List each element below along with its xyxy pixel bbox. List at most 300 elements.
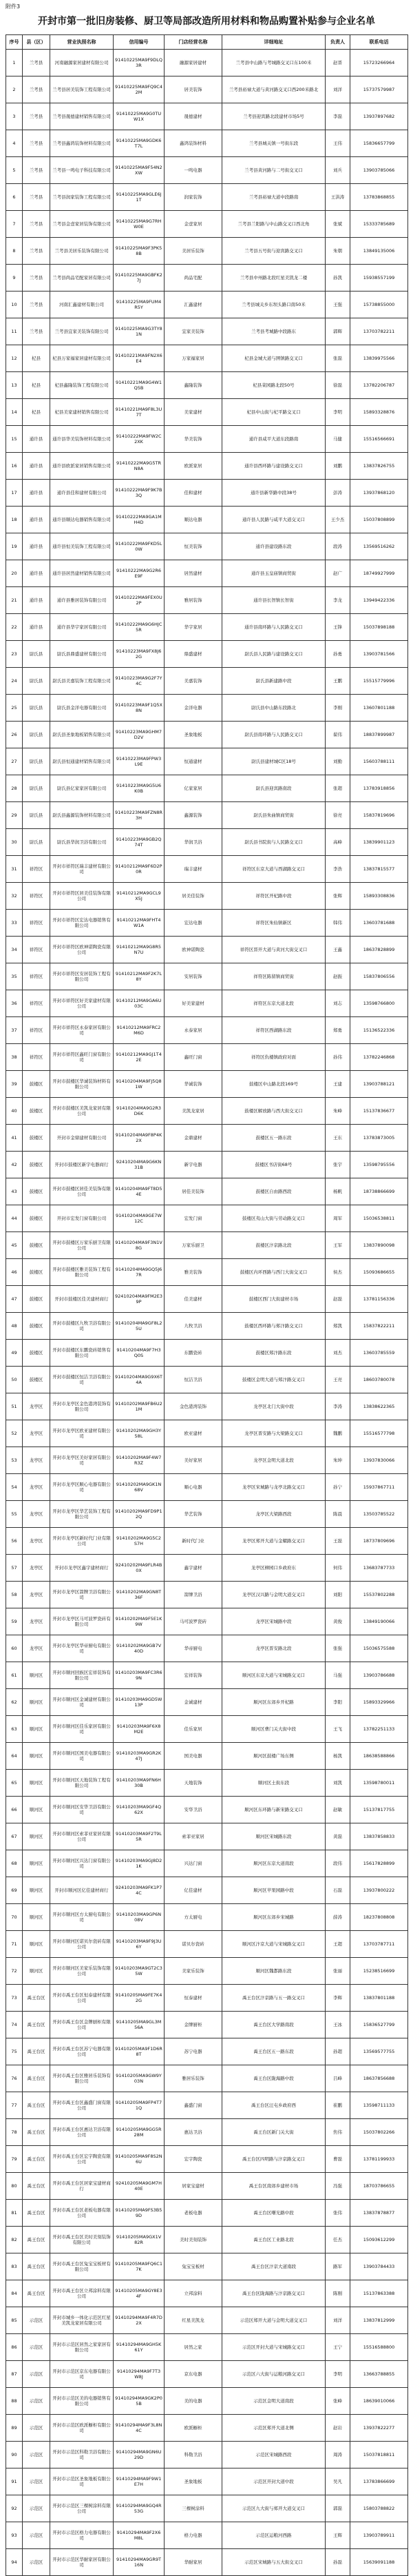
cell-contact-text: 赵晋 (333, 59, 342, 65)
cell-store-text: 惠达卫浴 (184, 2129, 202, 2135)
cell-address-text: 示范区郑开大道与金明大道交叉口 (240, 2317, 308, 2323)
cell-phone (350, 103, 408, 130)
cell-district (23, 2065, 50, 2092)
table-row (6, 1689, 408, 1716)
cell-no (6, 1877, 23, 1904)
cell-store (165, 856, 222, 883)
cell-no (6, 990, 23, 1017)
cell-district (23, 1017, 50, 1044)
cell-district (23, 1689, 50, 1716)
cell-credit-code-text: 91410205MA9GY8E34F (115, 2287, 162, 2299)
cell-store-text: 汇鑫建材 (184, 301, 202, 307)
cell-company-text: 通许县雅居装饰有限公司 (56, 597, 107, 603)
cell-no-text: 30 (11, 839, 17, 845)
cell-no-text: 75 (11, 2048, 17, 2054)
cell-contact (326, 2442, 350, 2468)
cell-company-text: 通许县居然建材销售有限公司 (52, 570, 111, 576)
cell-store-text: 居美装饰 (184, 86, 202, 92)
cell-store (165, 157, 222, 184)
header-district: 县（区） (23, 35, 50, 50)
cell-phone-text: 13663788855 (363, 2371, 395, 2377)
cell-contact (326, 426, 350, 453)
cell-company (50, 1985, 114, 2012)
cell-company-text: 尉氏县金洋电器有限公司 (56, 704, 107, 711)
cell-phone (350, 1850, 408, 1877)
cell-phone (350, 641, 408, 668)
cell-contact (326, 990, 350, 1017)
cell-address (222, 1393, 326, 1420)
cell-no-text: 21 (11, 597, 17, 603)
cell-phone (350, 1393, 408, 1420)
cell-credit-code-text: 91410205MA9F1D6R8T (115, 2045, 162, 2057)
cell-phone (350, 2468, 408, 2495)
cell-company (50, 453, 114, 480)
cell-credit-code (114, 668, 165, 695)
cell-phone (350, 1797, 408, 1823)
cell-contact (326, 2334, 350, 2361)
cell-no (6, 2173, 23, 2200)
cell-phone (350, 1125, 408, 1152)
cell-store (165, 2065, 222, 2092)
cell-no-text: 25 (11, 704, 17, 711)
cell-store (165, 829, 222, 856)
cell-phone-text: 13783866699 (363, 2478, 395, 2484)
cell-contact (326, 103, 350, 130)
cell-no (6, 1259, 23, 1286)
cell-phone-text: 15516566691 (363, 436, 395, 442)
table-row (6, 1286, 408, 1313)
cell-no (6, 1044, 23, 1071)
cell-credit-code-text: 91410204MA9F3N1V8G (115, 1239, 162, 1251)
cell-address (222, 1098, 326, 1125)
cell-contact-text: 孙凯 (333, 274, 342, 280)
cell-contact-text: 张峰 (333, 2398, 342, 2404)
cell-company (50, 103, 114, 130)
cell-contact (326, 856, 350, 883)
cell-phone (350, 238, 408, 265)
cell-district (23, 990, 50, 1017)
cell-district (23, 2146, 50, 2173)
cell-no-text: 62 (11, 1699, 17, 1705)
cell-district-text: 龙亭区 (29, 1457, 43, 1463)
cell-credit-code (114, 1017, 165, 1044)
cell-store-text: 美家建材 (184, 409, 202, 415)
cell-store (165, 614, 222, 641)
cell-company-text: 通许县华美装饰材料有限公司 (52, 436, 111, 442)
cell-district-text: 禹王台区 (27, 2156, 45, 2162)
cell-address (222, 1420, 326, 1447)
cell-district-text: 通许县 (29, 462, 43, 469)
cell-no-text: 23 (11, 651, 17, 657)
cell-phone (350, 2012, 408, 2038)
cell-company-text: 开封市禹王台区惠达卫浴有限公司 (52, 2126, 111, 2138)
cell-store-text: 雅居乐装饰 (182, 2075, 204, 2081)
cell-phone-text: 18749927999 (363, 570, 395, 576)
cell-address-text: 禹王台区汴京大道南段 (251, 2263, 296, 2269)
cell-company-text: 开封市顺河区诺贝尔瓷砖有限公司 (52, 1938, 111, 1950)
cell-credit-code-text: 91410203MA9GJ8D21K (115, 1857, 162, 1869)
cell-no-text: 39 (11, 1081, 17, 1087)
cell-no (6, 2146, 23, 2173)
cell-contact (326, 1985, 350, 2012)
cell-no (6, 1985, 23, 2012)
cell-district-text: 禹王台区 (27, 2075, 45, 2081)
cell-credit-code (114, 963, 165, 990)
table-row (6, 1797, 408, 1823)
cell-credit-code-text: 91410212MA9GJ1T42E (116, 1051, 162, 1063)
cell-store (165, 2442, 222, 2468)
cell-phone (350, 1501, 408, 1528)
cell-no (6, 1850, 23, 1877)
cell-company (50, 1716, 114, 1743)
cell-no-text: 41 (11, 1134, 17, 1141)
cell-address-text: 通许县建设路东段 (255, 543, 292, 549)
cell-store (165, 587, 222, 614)
cell-company (50, 1931, 114, 1958)
cell-credit-code (114, 2253, 165, 2280)
cell-phone-text: 18639010066 (363, 2398, 395, 2404)
cell-no (6, 1420, 23, 1447)
cell-district-text: 鼓楼区 (29, 1349, 43, 1356)
cell-address (222, 1850, 326, 1877)
cell-address-text: 祥符区西湖路东段 (255, 1027, 292, 1033)
cell-company (50, 748, 114, 775)
cell-district (23, 1716, 50, 1743)
cell-credit-code (114, 2065, 165, 2092)
cell-credit-code (114, 2227, 165, 2253)
cell-no-text: 51 (11, 1403, 17, 1409)
cell-no (6, 76, 23, 103)
cell-credit-code-text: 91410205MA9FE7K42G (115, 1992, 162, 2003)
cell-credit-code-text: 91410203MA9FN6H30B (116, 1777, 161, 1788)
cell-address-text: 兰考县城关乡东坝头路口南50米 (242, 301, 306, 307)
cell-contact-text: 郑勇 (333, 1027, 342, 1033)
cell-company-text: 开封市示范区三棵树涂料有限公司 (52, 2502, 111, 2514)
cell-store-text: 融源家居建材 (180, 59, 206, 65)
cell-address-text: 禹王台区陇海路与汴京路交叉口 (242, 2290, 305, 2296)
cell-company-text: 开封市龙亭区鑫宇建材商行 (54, 1564, 109, 1571)
cell-contact-text: 任杰 (333, 2236, 342, 2242)
cell-store-text: 佳美建材 (184, 1296, 202, 1302)
cell-company (50, 2549, 114, 2576)
cell-phone-text: 13837890098 (363, 1242, 395, 1248)
cell-district (23, 372, 50, 399)
cell-store (165, 2415, 222, 2442)
cell-company-text: 开封市龙亭区顺心电器有限公司 (52, 1481, 111, 1493)
cell-phone (350, 1823, 408, 1850)
cell-company (50, 990, 114, 1017)
cell-phone (350, 507, 408, 533)
table-row (6, 1743, 408, 1770)
table-row (6, 2253, 408, 2280)
cell-district-text: 祥符区 (29, 973, 43, 979)
cell-district (23, 748, 50, 775)
cell-district-text: 顺河区 (29, 1699, 43, 1705)
cell-credit-code (114, 1393, 165, 1420)
cell-contact (326, 2522, 350, 2549)
cell-phone (350, 426, 408, 453)
cell-company-text: 尉氏县鼎盛建材有限公司 (56, 651, 107, 657)
cell-district (23, 1259, 50, 1286)
cell-store (165, 2227, 222, 2253)
cell-district (23, 1985, 50, 2012)
cell-company (50, 695, 114, 722)
cell-store-text: 金牌厨柜 (184, 2021, 202, 2027)
cell-district-text: 顺河区 (29, 1672, 43, 1678)
cell-district-text: 示范区 (29, 2532, 43, 2538)
cell-credit-code (114, 910, 165, 937)
cell-company-text: 开封市顺河区亿佳建材商行 (54, 1887, 109, 1893)
cell-phone-text: 13781199933 (363, 2156, 395, 2162)
cell-district (23, 856, 50, 883)
cell-contact-text: 李龙 (333, 597, 342, 603)
cell-phone (350, 802, 408, 829)
cell-phone-text: 15093686655 (363, 1269, 395, 1275)
cell-address-text: 顺河区东京大道与宋城路交叉口 (242, 1672, 305, 1678)
cell-no-text: 76 (11, 2075, 17, 2081)
cell-credit-code (114, 2361, 165, 2388)
cell-phone (350, 1071, 408, 1098)
cell-credit-code-text: 91410294MA9F2X6M8L (116, 2529, 161, 2541)
cell-store-text: 欧派橱柜 (184, 2424, 202, 2431)
cell-credit-code-text: 92410204MA9G6KN31B (116, 1158, 162, 1170)
cell-address-text: 祥符区东京大道与西湖路交叉口 (242, 866, 305, 872)
cell-phone (350, 1152, 408, 1178)
cell-company-text: 开封市顺河区兴达门窗有限公司 (52, 1857, 111, 1869)
cell-credit-code-text: 91410205MA9GX1V82R (116, 2233, 162, 2245)
cell-credit-code-text: 91410203MA9GP6N08V (116, 1911, 162, 1923)
cell-store (165, 76, 222, 103)
cell-no (6, 1125, 23, 1152)
cell-contact (326, 2146, 350, 2173)
cell-credit-code-text: 91410225MA9G7RHW0E (116, 218, 162, 229)
cell-address-text: 尉氏县新建路中段 (255, 677, 292, 684)
cell-phone-text: 13903786688 (363, 1672, 395, 1678)
cell-credit-code (114, 265, 165, 292)
cell-no (6, 1608, 23, 1635)
cell-contact-text: 孙伟 (333, 1054, 342, 1060)
cell-contact-text: 王少杰 (330, 516, 345, 522)
cell-contact (326, 2253, 350, 2280)
cell-contact-text: 赵磊 (333, 1296, 342, 1302)
table-row (6, 2200, 408, 2227)
cell-company-text: 开封市顺河区佳乐家居有限公司 (52, 1723, 111, 1735)
cell-address-text: 祥符区东京大道北段 (253, 1000, 294, 1006)
cell-phone-text: 13903789911 (363, 2532, 395, 2538)
cell-store (165, 668, 222, 695)
cell-phone (350, 130, 408, 157)
cell-district-text: 鼓楼区 (29, 1161, 43, 1167)
cell-company (50, 1340, 114, 1367)
cell-company-text: 开封市示范区美的电器销售有限公司 (52, 2395, 111, 2406)
cell-district (23, 1367, 50, 1393)
cell-no-text: 94 (11, 2559, 17, 2565)
cell-district (23, 883, 50, 910)
cell-store (165, 1850, 222, 1877)
cell-district (23, 103, 50, 130)
cell-credit-code-text: 91410203MA9GT2C35W (115, 1965, 162, 1976)
cell-contact-text: 郭磊 (333, 2505, 342, 2511)
cell-phone-text: 13837815577 (363, 866, 395, 872)
table-row (6, 130, 408, 157)
cell-contact-text: 王飞 (333, 1726, 342, 1732)
cell-contact (326, 2361, 350, 2388)
cell-no (6, 802, 23, 829)
cell-phone (350, 2388, 408, 2415)
cell-phone (350, 292, 408, 318)
cell-company-text: 通许县欧派家居销售有限公司 (52, 462, 111, 469)
cell-address-text: 禹王台区大学路南段 (253, 2021, 294, 2027)
cell-phone-text: 13783873005 (363, 1134, 395, 1141)
cell-no-text: 11 (11, 328, 17, 334)
cell-contact-text: 李明 (333, 2371, 342, 2377)
cell-contact (326, 130, 350, 157)
cell-credit-code-text: 91410202MA9GH3Y58L (116, 1427, 162, 1439)
cell-address-text: 通许县长智镇长智街 (253, 597, 294, 603)
cell-district (23, 1340, 50, 1367)
table-row (6, 1474, 408, 1501)
table-row (6, 2468, 408, 2495)
cell-credit-code (114, 560, 165, 587)
cell-credit-code (114, 1689, 165, 1716)
cell-contact (326, 372, 350, 399)
cell-address-text: 禹王台区工业路北段 (253, 2236, 294, 2242)
cell-store (165, 1770, 222, 1797)
cell-address (222, 211, 326, 238)
cell-address-text: 顺河区魏都路东段 (255, 1967, 292, 1974)
cell-address (222, 372, 326, 399)
cell-address (222, 1958, 326, 1985)
cell-district-text: 鼓楼区 (29, 1296, 43, 1302)
cell-district-text: 通许县 (29, 543, 43, 549)
cell-phone (350, 668, 408, 695)
cell-address (222, 1528, 326, 1555)
table-row (6, 1608, 408, 1635)
cell-contact-text: 李涛 (333, 1403, 342, 1409)
cell-store-text: 瑞丰建材 (184, 866, 202, 872)
cell-credit-code-text: 91410225MA9GBFK27J (115, 272, 162, 283)
cell-address (222, 1232, 326, 1259)
cell-district-text: 祥符区 (29, 919, 43, 926)
cell-store (165, 990, 222, 1017)
cell-no (6, 1071, 23, 1098)
cell-contact-text: 焦伟 (333, 2129, 342, 2135)
table-row (6, 2334, 408, 2361)
cell-company-text: 兰考县一鸣电子科技有限公司 (52, 167, 111, 173)
cell-address (222, 50, 326, 76)
cell-district (23, 1582, 50, 1608)
cell-store-text: 华帝厨电 (184, 1645, 202, 1651)
table-row (6, 1313, 408, 1340)
cell-district (23, 507, 50, 533)
cell-no-text: 47 (11, 1296, 17, 1302)
cell-phone (350, 2253, 408, 2280)
cell-address-text: 示范区郑开大道北侧 (253, 2424, 294, 2431)
cell-no-text: 82 (11, 2236, 17, 2242)
cell-credit-code-text: 91410202MA9FB6U21M (115, 1400, 162, 1412)
table-row (6, 2388, 408, 2415)
cell-store-text: 鑫旺门窗 (184, 1054, 202, 1060)
cell-district (23, 157, 50, 184)
cell-district-text: 杞县 (32, 355, 41, 361)
cell-store (165, 1340, 222, 1367)
cell-address-text: 龙亭区汉兴路与金明大道交叉口 (242, 1591, 305, 1597)
cell-no-text: 33 (11, 919, 17, 926)
cell-store (165, 883, 222, 910)
table-row (6, 1447, 408, 1474)
cell-phone-text: 15937867711 (363, 1484, 395, 1490)
cell-contact-text: 赵广 (333, 570, 342, 576)
cell-credit-code (114, 2549, 165, 2576)
cell-contact-text: 杨凯 (333, 1752, 342, 1759)
cell-no (6, 480, 23, 507)
cell-credit-code-text: 91410225MA9F3PK58B (115, 245, 162, 256)
cell-address-text: 示范区开封大道中段 (253, 2478, 294, 2484)
cell-address-text: 龙亭区郑开大道与金耀路交叉口 (242, 1537, 305, 1544)
cell-company-text: 开封市禹王台区老板电器有限公司 (52, 2207, 111, 2218)
cell-district (23, 76, 50, 103)
cell-contact-text: 陈晨 (333, 1511, 342, 1517)
cell-district-text: 顺河区 (29, 1779, 43, 1786)
cell-store-text: 恒通建材 (184, 758, 202, 764)
cell-company-text: 开封市顺河区安华卫浴有限公司 (52, 1803, 111, 1815)
cell-company-text: 开封市龙亭区箭牌卫浴有限公司 (52, 1588, 111, 1600)
cell-district (23, 560, 50, 587)
cell-credit-code (114, 1528, 165, 1555)
cell-credit-code (114, 2280, 165, 2307)
cell-address (222, 910, 326, 937)
cell-contact-text: 赵敏 (333, 1806, 342, 1812)
cell-store-text: 居美佳装饰 (182, 892, 204, 899)
cell-district-text: 龙亭区 (29, 1537, 43, 1544)
cell-contact (326, 1205, 350, 1232)
cell-district-text: 鼓楼区 (29, 1322, 43, 1329)
cell-contact (326, 1044, 350, 1071)
cell-contact-text: 王鹏 (333, 677, 342, 684)
cell-phone-text: 15037808899 (363, 516, 395, 522)
cell-district-text: 示范区 (29, 2505, 43, 2511)
table-row (6, 641, 408, 668)
table-row (6, 1770, 408, 1797)
cell-phone (350, 910, 408, 937)
cell-contact-text: 王军 (333, 1242, 342, 1248)
cell-company (50, 2280, 114, 2307)
cell-credit-code-text: 92410205MA9GM7H40E (116, 2180, 162, 2191)
cell-credit-code (114, 1286, 165, 1313)
cell-credit-code-text: 91410212MA9F2K7L8Y (115, 970, 162, 982)
cell-no-text: 92 (11, 2505, 17, 2511)
cell-store-text: 晟德建材 (184, 113, 202, 119)
cell-no-text: 44 (11, 1215, 17, 1221)
cell-phone-text: 15516588800 (363, 2344, 395, 2350)
cell-district (23, 1608, 50, 1635)
table-row (6, 1098, 408, 1125)
cell-district (23, 2307, 50, 2334)
table-row (6, 1877, 408, 1904)
cell-address (222, 1582, 326, 1608)
cell-company (50, 345, 114, 372)
cell-store-text: 鑫宇建材 (184, 1564, 202, 1571)
cell-contact (326, 345, 350, 372)
cell-contact (326, 1340, 350, 1367)
cell-credit-code (114, 1608, 165, 1635)
cell-credit-code-text: 91410225MA9GDK6T7L (116, 137, 162, 149)
cell-contact (326, 1017, 350, 1044)
cell-no-text: 36 (11, 1000, 17, 1006)
cell-store (165, 910, 222, 937)
cell-company (50, 1501, 114, 1528)
cell-credit-code-text: 91410205MA9FQ6C17K (115, 2260, 162, 2272)
